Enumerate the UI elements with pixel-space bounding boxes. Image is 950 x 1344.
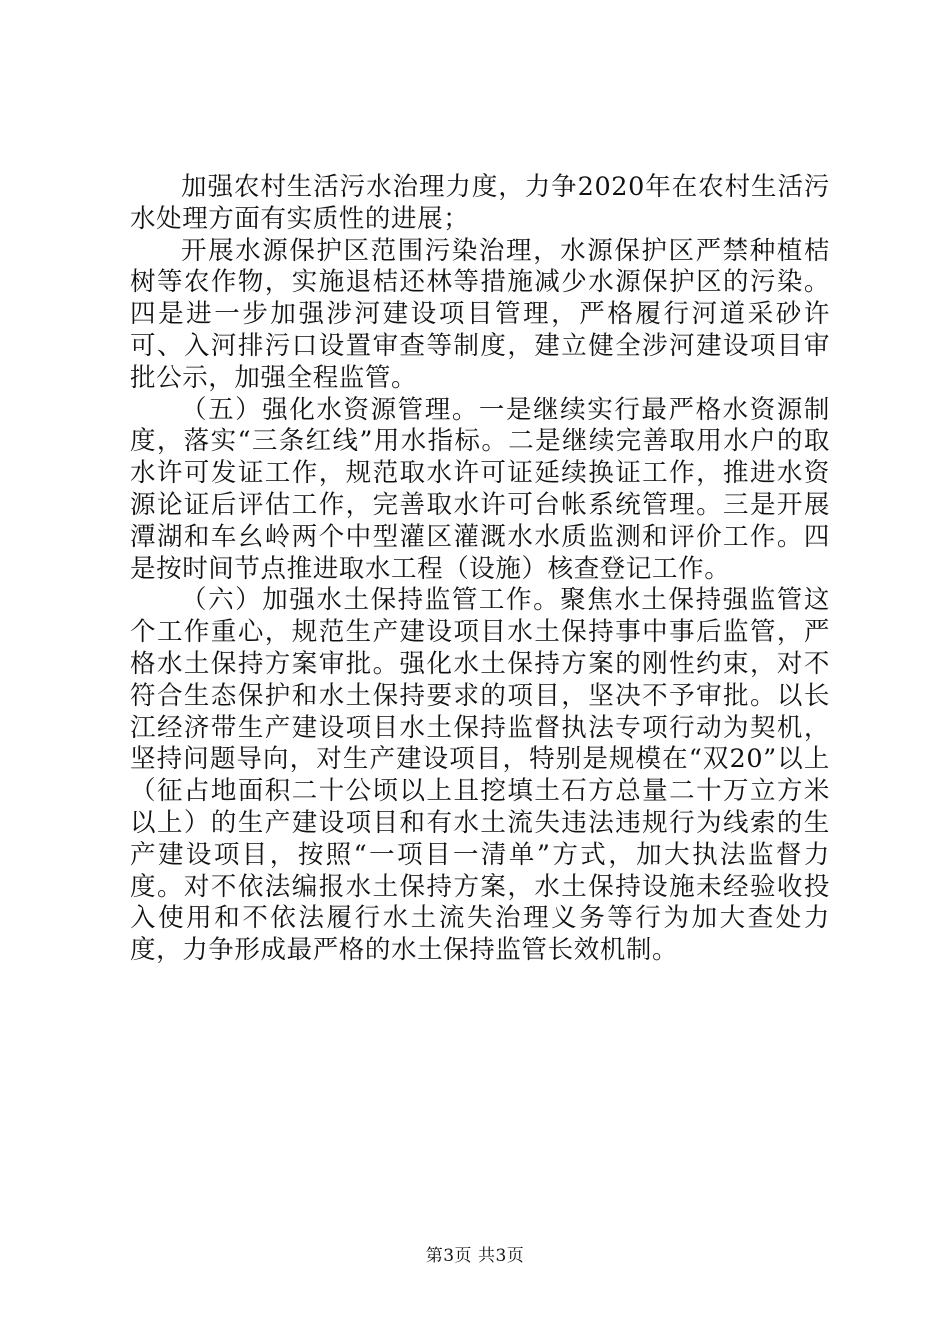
paragraph-water-source-protection: 开展水源保护区范围污染治理，水源保护区严禁种植桔树等农作物，实施退桔还林等措施减少水源保护区的污染。四是进一步加强涉河建设项目管理，严格履行河道采砂许可、入河排污口设置审查等制度，建立健全涉河建设项目审批公示，加强全程监管。 — [130, 235, 830, 393]
paragraph-soil-conservation: （六）加强水土保持监管工作。聚焦水土保持强监管这个工作重心，规范生产建设项目水土保持事中事后监管，严格水土保持方案审批。强化水土保持方案的刚性约束，对不符合生态保护和水土保持要求的项目，坚决不予审批。以长江经济带生产建设项目水土保持监督执法专项行动为契机，坚持问题导向，对生产建设项目，特别是规模在“双20”以上（征占地面积二十公顷以上且挖填土石方总量二十万立方米以上）的生产建设项目和有水土流失违法违规行为线索的生产建设项目，按照“一项目一清单”方式，加大执法监督力度。对不依法编报水土保持方案，水土保持设施未经验收投入使用和不依法履行水土流失治理义务等行为加大查处力度，力争形成最严格的水土保持监管长效机制。 — [130, 585, 830, 966]
paragraph-water-resource-management: （五）强化水资源管理。一是继续实行最严格水资源制度，落实“三条红线”用水指标。二是继续完善取用水户的取水许可发证工作，规范取水许可证延续换证工作，推进水资源论证后评估工作，完善取水许可台帐系统管理。三是开展潭湖和车幺岭两个中型灌区灌溉水水质监测和评价工作。四是按时间节点推进取水工程（设施）核查登记工作。 — [130, 394, 830, 584]
paragraph-rural-sewage: 加强农村生活污水治理力度，力争2020年在农村生活污水处理方面有实质性的进展； — [130, 172, 830, 234]
page-footer: 第3页 共3页 — [425, 1246, 525, 1266]
document-body — [130, 172, 830, 967]
